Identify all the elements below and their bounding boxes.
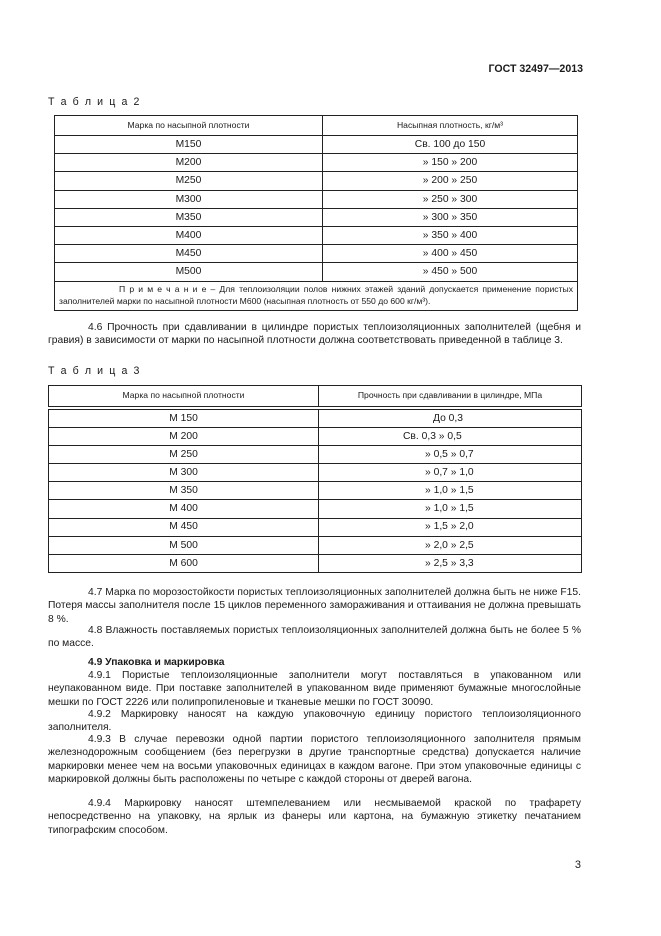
table3-row xyxy=(49,410,582,428)
table2-row xyxy=(55,245,578,263)
table2-row xyxy=(55,190,578,208)
table3-value-cell: » 1,0 » 1,5 xyxy=(319,500,582,518)
paragraph-4-8: 4.8 Влажность поставляемых пористых теплоизоляционных заполнителей должна быть не более 5 % по массе. xyxy=(48,625,581,650)
table2-row xyxy=(55,136,578,154)
table3-mark-cell: М 600 xyxy=(49,554,319,572)
paragraph-4-6: 4.6 Прочность при сдавливании в цилиндре пористых теплоизоляционных заполнителей (щебня и гравия) в зависимости от марки по насыпной плотности должна соответствовать приведенной в таблице 3. xyxy=(48,322,581,347)
table2-mark-cell: М300 xyxy=(55,190,323,208)
table3-mark-cell: М 200 xyxy=(49,428,319,446)
table3-value-cell: » 0,5 » 0,7 xyxy=(319,446,582,464)
table3-mark-cell: М 250 xyxy=(49,446,319,464)
table2-value-cell: Св. 100 до 150 xyxy=(323,136,578,154)
table2-mark-cell: М350 xyxy=(55,208,323,226)
table2-col1-header: Марка по насыпной плотности xyxy=(55,116,323,136)
table3-row xyxy=(49,518,582,536)
table2-value-cell: » 450 » 500 xyxy=(323,263,578,281)
table3-mark-cell: М 350 xyxy=(49,482,319,500)
table2-row xyxy=(55,154,578,172)
paragraph-4-9-1: 4.9.1 Пористые теплоизоляционные заполнители могут поставляться в упакованном или неупакованном виде. При поставке заполнителей в упакованном виде применяют бумажные многослойные мешки по ГОСТ 2226 или полипропиленовые и тканевые мешки по ГОСТ 30090. xyxy=(48,670,581,708)
table3-row xyxy=(49,500,582,518)
page-number: 3 xyxy=(574,859,581,871)
section-heading-4-9: 4.9 Упаковка и маркировка xyxy=(88,657,225,668)
table2-value-cell: » 350 » 400 xyxy=(323,226,578,244)
table3-row xyxy=(49,428,582,446)
table3-header-row xyxy=(49,386,582,407)
table3-value-cell: » 0,7 » 1,0 xyxy=(319,464,582,482)
table2-row xyxy=(55,208,578,226)
table3-mark-cell: М 150 xyxy=(49,410,319,428)
table2-header-row xyxy=(55,116,578,136)
table3-row xyxy=(49,446,582,464)
table3-caption: Т а б л и ц а 3 xyxy=(48,365,141,377)
table2-value-cell: » 150 » 200 xyxy=(323,154,578,172)
document-header: ГОСТ 32497—2013 xyxy=(488,63,583,75)
table2-mark-cell: М450 xyxy=(55,245,323,263)
table2-mark-cell: М200 xyxy=(55,154,323,172)
table2-row xyxy=(55,226,578,244)
table3-mark-cell: М 450 xyxy=(49,518,319,536)
table2-note-row xyxy=(55,281,578,310)
table3-value-cell: » 1,0 » 1,5 xyxy=(319,482,582,500)
table2-mark-cell: М150 xyxy=(55,136,323,154)
table2-col2-header: Насыпная плотность, кг/м³ xyxy=(323,116,578,136)
table2-note-text: – Для теплоизоляции полов нижних этажей зданий допускается применение пористых заполнителей марки по насыпной плотности М600 (насыпная плотность от 550 до 600 кг/м³). xyxy=(59,284,574,306)
table2-value-cell: » 400 » 450 xyxy=(323,245,578,263)
table3-value-cell: До 0,3 xyxy=(319,410,582,428)
table3-mark-cell: М 500 xyxy=(49,536,319,554)
table3-row xyxy=(49,482,582,500)
paragraph-4-9-4: 4.9.4 Маркировку наносят штемпелеванием или несмываемой краской по трафарету непосредственно на упаковку, на ярлык из фанеры или картона, на бумажную этикетку печатанием типографским способом. xyxy=(48,798,581,836)
table3-col1-header: Марка по насыпной плотности xyxy=(49,386,319,407)
paragraph-4-9-2: 4.9.2 Маркировку наносят на каждую упаковочную единицу пористого теплоизоляционного заполнителя. xyxy=(48,709,581,734)
table3-col2-header: Прочность при сдавливании в цилиндре, МПа xyxy=(319,386,582,407)
table2-row xyxy=(55,263,578,281)
table2-mark-cell: М250 xyxy=(55,172,323,190)
table2-row xyxy=(55,172,578,190)
table2-value-cell: » 200 » 250 xyxy=(323,172,578,190)
table3-mark-cell: М 300 xyxy=(49,464,319,482)
table3-row xyxy=(49,554,582,572)
table2 xyxy=(54,115,578,311)
paragraph-4-7: 4.7 Марка по морозостойкости пористых теплоизоляционных заполнителей должна быть не ниже F15. Потеря массы заполнителя после 15 циклов переменного замораживания и оттаивания не должна превышать 8 %. xyxy=(48,587,581,625)
table3-value-cell: Св. 0,3 » 0,5 xyxy=(319,428,582,446)
paragraph-4-9-3: 4.9.3 В случае перевозки одной партии пористого теплоизоляционного заполнителя прямым железнодорожным сообщением (без перегрузки в другие транспортные средства) допускается наличие маркировки менее чем на восьми упаковочных единицах в каждом вагоне. При этом упаковочные единицы с маркировкой должны быть расположены по четыре с каждой стороны от дверей вагона. xyxy=(48,734,581,785)
table2-caption: Т а б л и ц а 2 xyxy=(48,96,141,108)
table2-mark-cell: М500 xyxy=(55,263,323,281)
table3-value-cell: » 2,0 » 2,5 xyxy=(319,536,582,554)
table3-row xyxy=(49,464,582,482)
table3-value-cell: » 2,5 » 3,3 xyxy=(319,554,582,572)
table2-value-cell: » 250 » 300 xyxy=(323,190,578,208)
table2-note xyxy=(55,281,578,310)
table3-row xyxy=(49,536,582,554)
table3 xyxy=(48,385,582,573)
table2-note-label: П р и м е ч а н и е xyxy=(119,284,207,294)
table3-mark-cell: М 400 xyxy=(49,500,319,518)
table2-mark-cell: М400 xyxy=(55,226,323,244)
table3-value-cell: » 1,5 » 2,0 xyxy=(319,518,582,536)
table2-value-cell: » 300 » 350 xyxy=(323,208,578,226)
